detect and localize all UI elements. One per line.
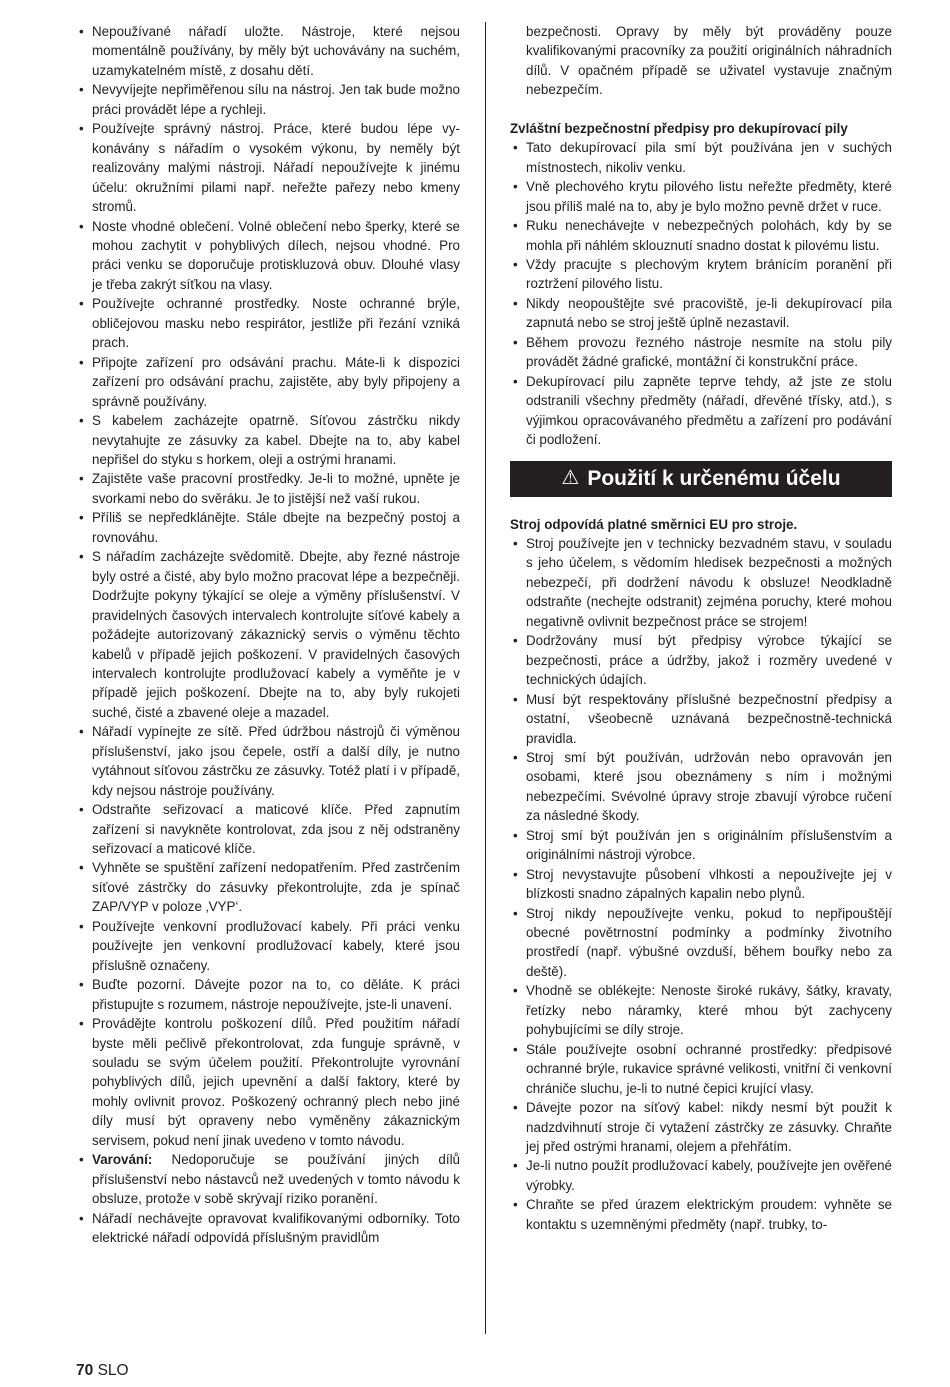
list-item: • S nářadím zacházejte svědomitě. Dbejte, aby řezné nástroje byly ostré a čisté, aby bylo možno pracovat lépe a bezpečněji. Dodržujte pokyny týkající se oleje a výměny příslušenství. V pravidelných časových intervalech kontrolujte síťové kabely a požádejte autorizovaný zákaznický servis o výměnu těchto kabelů v případě jejich poškození. V pravidelných časových intervalech kontrolujte prodlužovací kabely a vyměňte je v případě jejich poškození. Dbejte na to, aby byly rukojeti suché, čisté a zbavené oleje a mazadel. (76, 547, 460, 722)
list-item: • Ruku nenechávejte v nebezpečných polohách, kdy by se mohla při náhlém sklouznutí snadno dostat k pilovému listu. (510, 216, 892, 255)
page-number: 70 (76, 1362, 94, 1379)
list-item: • Vně plechového krytu pilového listu neřežte předměty, které jsou příliš malé na to, aby je bylo možno pevně držet v ruce. (510, 177, 892, 216)
page-footer (76, 1361, 129, 1381)
list-item: • Chraňte se před úrazem elektrickým proudem: vyhněte se kontaktu s uzemněnými předměty (např. trubky, to- (510, 1195, 892, 1234)
list-item: • S kabelem zacházejte opatrně. Síťovou zástrčku nikdy nevytahujte ze zásuvky za kabel. Dbejte na to, aby kabel nepřišel do styku s horkem, oleji a ostrými hranami. (76, 411, 460, 469)
general-safety-list (76, 22, 460, 1248)
list-item: • Buďte pozorní. Dávejte pozor na to, co děláte. K práci přistupujte s rozumem, nástroje nepoužívejte, jste-li unavení. (76, 975, 460, 1014)
right-column (510, 22, 892, 1234)
list-item: • Stroj používejte jen v technicky bezvadném stavu, v souladu s jeho účelem, s vědomím hledisek bezpečnosti a možných nebezpečí, při dodržení návodu k obsluze! Neodkladně odstraňte (nechejte odstranit) zejména poruchy, které mohou negativně ovlivnit bezpečnost práce se strojem! (510, 534, 892, 631)
list-item: • Stroj smí být používán jen s originálním příslušenstvím a originálními nástroji výrobce. (510, 826, 892, 865)
section-title: Použití k určenému účelu (587, 466, 841, 490)
list-item: • Stroj nevystavujte působení vlhkosti a nepoužívejte jej v blízkosti snadno zápalných kapalin nebo plynů. (510, 865, 892, 904)
scroll-saw-list (510, 138, 892, 449)
list-item: • Provádějte kontrolu poškození dílů. Před použitím nářadí byste měli pečlivě překontrolovat, zda funguje správně, v souladu se svým účelem použití. Překontrolujte vyrovnání pohyblivých dílů, jejich upevnění a další faktory, které by mohly ovlivnit provoz. Poškozený ochranný plech nebo jiné díly musí být opraveny nebo vyměněny zákaznickým servisem, pokud není jinak uvedeno v tomto návodu. (76, 1014, 460, 1150)
continuation-text: bezpečnosti. Opravy by měly být prováděny pouze kvalifikovanými pracovníky za použití originálních náhradních dílů. V opačném případě se uživatel vystavuje značným nebezpečím. (526, 24, 892, 98)
intended-use-list (510, 534, 892, 1234)
list-item: • Dodržovány musí být předpisy výrobce týkající se bezpečnosti, práce a údržby, jakož i rozměry uvedené v technických údajích. (510, 631, 892, 689)
left-column (76, 22, 460, 1248)
list-item: • Nářadí nechávejte opravovat kvalifikovanými odborníky. Toto elektrické nářadí odpovídá příslušným pravidlům (76, 1209, 460, 1248)
list-item: • Odstraňte seřizovací a maticové klíče. Před zapnutím zařízení si navykněte kontrolovat, zda jsou z něj odstraněny seřizovací a maticové klíče. (76, 800, 460, 858)
list-item: • Připojte zařízení pro odsávání prachu. Máte-li k dispozici zařízení pro odsávání prachu, zajistěte, aby byly připojeny a správně používány. (76, 353, 460, 411)
list-item: • Stroj smí být používán, udržován nebo opravován jen osobami, které jsou obeznámeny s ním i možnými nebezpečími. Svévolné úpravy stroje zbavují výrobce ručení za následné škody. (510, 748, 892, 826)
list-item: • Musí být respektovány příslušné bezpečnostní předpisy a ostatní, všeobecně uznávaná bezpečnostně-technická pravidla. (510, 690, 892, 748)
scroll-saw-heading: Zvláštní bezpečnostní předpisy pro dekupírovací pily (510, 120, 848, 136)
list-item: • Tato dekupírovací pila smí být používána jen v suchých místnostech, nikoliv venku. (510, 138, 892, 177)
warning-triangle-icon: ⚠ (561, 466, 580, 489)
list-item: • Vyhněte se spuštění zařízení nedopatřením. Před zastrčením síťové zástrčky do zásuvky překontrolujte, zda je spínač ZAP/VYP v poloze ‚VYP‘. (76, 858, 460, 916)
column-divider (485, 22, 486, 1334)
list-item: • Nevyvíjejte nepřiměřenou sílu na nástroj. Jen tak bude možno práci provádět lépe a rychleji. (76, 80, 460, 119)
list-item: • Dekupírovací pilu zapněte teprve tehdy, až jste ze stolu odstranili všechny předměty (nářadí, dřevěné třísky, atd.), s výjimkou opracovávaného předmětu a zařízení pro podávání či podložení. (510, 372, 892, 450)
list-item: • Vhodně se oblékejte: Nenoste široké rukávy, šátky, kravaty, řetízky nebo náramky, které mhou být zachyceny pohybujícími se díly stroje. (510, 981, 892, 1039)
list-item: • Používejte ochranné prostředky. Noste ochranné brýle, obličejovou masku nebo respirátor, jestliže při řezání vzniká prach. (76, 294, 460, 352)
list-item: • Zajistěte vaše pracovní prostředky. Je-li to možné, upněte je svorkami nebo do svěráku. Je to jistější než vaší rukou. (76, 469, 460, 508)
eu-directive-heading: Stroj odpovídá platné směrnici EU pro stroje. (510, 516, 798, 532)
warning-list-item (76, 1150, 460, 1208)
list-item: • Dávejte pozor na síťový kabel: nikdy nesmí být použit k nadzdvihnutí stroje či vytažení zástrčky ze zásuvky. Chraňte jej před ostrými hranami, olejem a přehřátím. (510, 1098, 892, 1156)
list-item: • Noste vhodné oblečení. Volné oblečení nebo šperky, které se mohou zachytit v pohyblivých dílech, nejsou vhodné. Pro práci venku se doporučuje protiskluzová obuv. Dlouhé vlasy je třeba zakrýt síťkou na vlasy. (76, 217, 460, 295)
list-item: • Stroj nikdy nepoužívejte venku, pokud to nepřipouštějí obecné povětrnostní podmínky a podmínky životního prostředí (např. výbušné ovzduší, během bouřky nebo za deště). (510, 904, 892, 982)
warning-label: Varování: (92, 1152, 153, 1168)
list-item: • Příliš se nepředklánějte. Stále dbejte na bezpečný postoj a rovnováhu. (76, 508, 460, 547)
list-item: • Nářadí vypínejte ze sítě. Před údržbou nástrojů či výměnou příslušenství, jako jsou čepele, ostří a další díly, je nutno vytáhnout síťovou zástrčku ze zásuvky. Totéž platí i v případě, kdy nejsou nástroje používány. (76, 722, 460, 800)
list-item: • Stále používejte osobní ochranné prostředky: předpisové ochranné brýle, rukavice správné velikosti, vnitřní či venkovní chrániče sluchu, je-li to nutné čepici krující vlasy. (510, 1040, 892, 1098)
warning-text: Nedoporučuje se používání jiných dílů příslušenství nebo nástavců než uvedených v tomto návodu k obsluze, protože v sobě skrývají riziko poranění. (92, 1152, 460, 1207)
list-item: • Vždy pracujte s plechovým krytem bránícím poranění při roztržení pilového listu. (510, 255, 892, 294)
language-code: SLO (97, 1362, 129, 1379)
list-item: • Je-li nutno použít prodlužovací kabely, používejte jen ověřené výrobky. (510, 1156, 892, 1195)
list-item: • Během provozu řezného nástroje nesmíte na stolu pily provádět žádné grafické, montážní či konstrukční práce. (510, 333, 892, 372)
section-banner (510, 461, 892, 497)
list-item: • Nepoužívané nářadí uložte. Nástroje, které nejsou momentálně používány, by měly být uchovávány na suchém, uzamykatelném místě, z dosahu dětí. (76, 22, 460, 80)
list-item: • Používejte správný nástroj. Práce, které budou lépe vy-konávány s nářadím o vysokém výkonu, by neměly být realizovány malými nástroji. Nářadí nepoužívejte k jinému účelu: okružními pilami např. neřežte pařezy nebo kmeny stromů. (76, 119, 460, 216)
list-item: • Nikdy neopouštějte své pracoviště, je-li dekupírovací pila zapnutá nebo se stroj ještě úplně nezastavil. (510, 294, 892, 333)
list-item: • Používejte venkovní prodlužovací kabely. Při práci venku používejte jen venkovní prodlužovací kabely, které jsou příslušně označeny. (76, 917, 460, 975)
